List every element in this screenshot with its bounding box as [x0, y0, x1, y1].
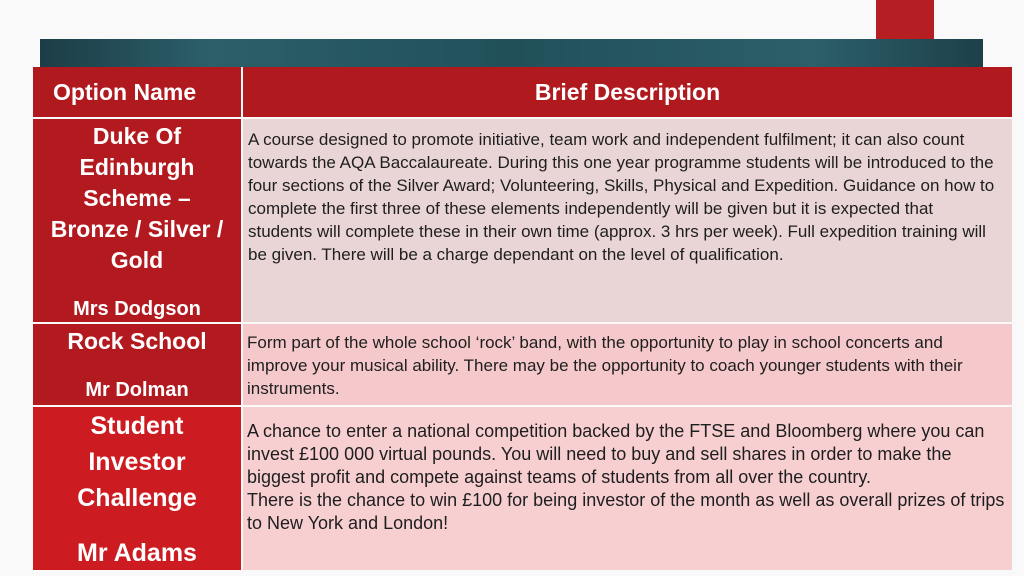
row-1-name-cell	[33, 119, 241, 322]
row-1-description: A course designed to promote initiative, team work and independent fulfilment; it can also count towards the AQA Baccalaureate. During this one year programme students will be introduced to the four sections of the Silver Award; Volunteering, Skills, Physical and Expedition. Guidance on how to complete the first three of these elements independently will be given but it is expected that students will complete these in their own time (approx. 3 hrs per week). Full expedition training will be given. There will be a charge dependant on the level of qualification.	[248, 130, 995, 264]
row-2-teacher: Mr Dolman	[85, 379, 189, 401]
row-1-title-line: Duke Of	[92, 123, 182, 149]
row-3-title-line: Challenge	[77, 484, 197, 512]
row-3-description-paragraph: A chance to enter a national competition backed by the FTSE and Bloomberg where you can invest £100 000 virtual pounds. You will need to buy and sell shares in order to make the biggest profit and compete against teams of students from all over the country.	[247, 421, 985, 487]
header-option-name	[33, 67, 241, 117]
row-1-description-cell	[243, 119, 1012, 322]
row-1-title-line: Scheme –	[83, 185, 191, 211]
row-3-description-paragraph: There is the chance to win £100 for being investor of the month as well as overall prizes of trips to New York and London!	[247, 490, 1005, 533]
options-table	[33, 67, 1012, 570]
header-option-name-text: Option Name	[53, 78, 197, 105]
row-1-title-line: Gold	[110, 247, 164, 273]
row-1-title-line: Edinburgh	[79, 154, 195, 180]
header-brief-description-text: Brief Description	[534, 78, 721, 105]
row-3-name-cell	[33, 407, 241, 570]
decorative-teal-band	[40, 39, 983, 67]
row-3-title-line: Investor	[88, 448, 186, 476]
row-3-description-cell	[243, 407, 1012, 570]
row-2-description-cell	[243, 324, 1012, 405]
row-3-teacher: Mr Adams	[77, 539, 197, 567]
row-3-title-line: Student	[90, 412, 184, 440]
row-1-teacher: Mrs Dodgson	[73, 298, 201, 320]
row-2-title-line: Rock School	[67, 328, 207, 354]
row-1-title-line: Bronze / Silver /	[50, 216, 224, 242]
row-2-description: Form part of the whole school ‘rock’ band, with the opportunity to play in school concerts and improve your musical ability. There may be the opportunity to coach younger students with their instruments.	[247, 333, 963, 398]
header-brief-description	[243, 67, 1012, 117]
row-2-name-cell	[33, 324, 241, 405]
